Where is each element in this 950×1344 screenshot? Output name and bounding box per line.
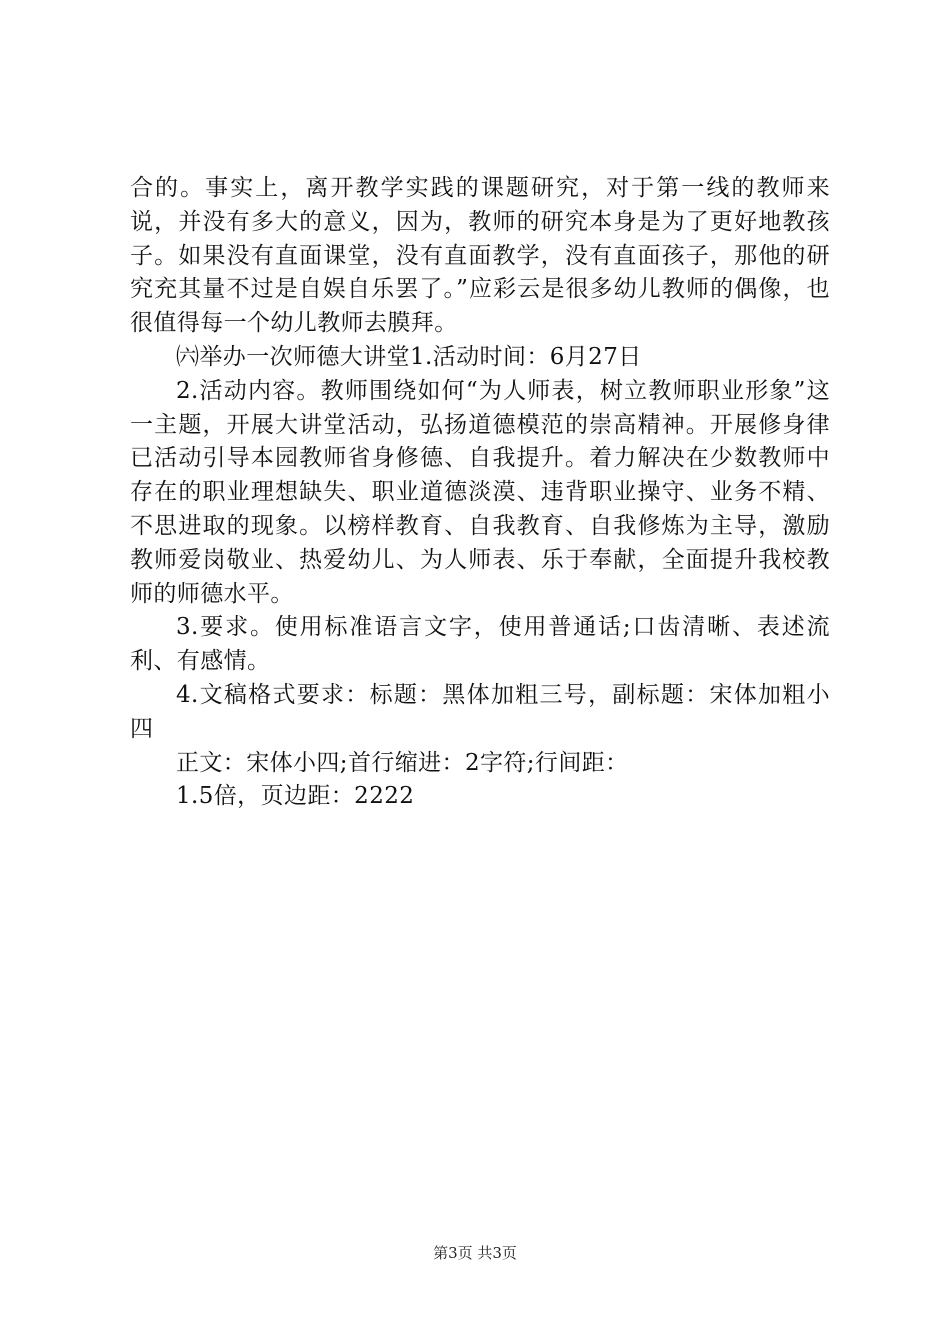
paragraph-section-six-heading: ㈥举办一次师德大讲堂1.活动时间：6月27日 — [176, 343, 642, 370]
paragraph-spacing-margins: 1.5倍，页边距：2222 — [176, 783, 415, 810]
paragraph-activity-content: 2.活动内容。教师围绕如何“为人师表，树立教师职业形象”这一主题，开展大讲堂活动，弘扬道德模范的崇高精神。开展修身律已活动引导本园教师省身修德、自我提升。着力解决在少数教师中存在的职业理想缺失、职业道德淡漠、违背职业操守、业务不精、不思进取的现象。以榜样教育、自我教育、自我修炼为主导，激励教师爱岗敬业、热爱幼儿、为人师表、乐于奉献，全面提升我校教师的师德水平。 — [130, 377, 830, 607]
document-body — [130, 172, 830, 814]
paragraph-continuation: 合的。事实上，离开教学实践的课题研究，对于第一线的教师来说，并没有多大的意义，因为，教师的研究本身是为了更好地教孩子。如果没有直面课堂，没有直面教学，没有直面孩子，那他的研究充其量不过是自娱自乐罢了。”应彩云是很多幼儿教师的偶像，也很值得每一个幼儿教师去膜拜。 — [130, 175, 830, 337]
page-number-footer: 第3页 共3页 — [433, 1244, 517, 1262]
paragraph-requirements: 3.要求。使用标准语言文字，使用普通话;口齿清晰、表述流利、有感情。 — [130, 614, 830, 675]
paragraph-format-requirements: 4.文稿格式要求：标题：黑体加粗三号，副标题：宋体加粗小四 — [130, 681, 830, 742]
paragraph-body-format: 正文：宋体小四;首行缩进：2字符;行间距： — [176, 749, 629, 776]
